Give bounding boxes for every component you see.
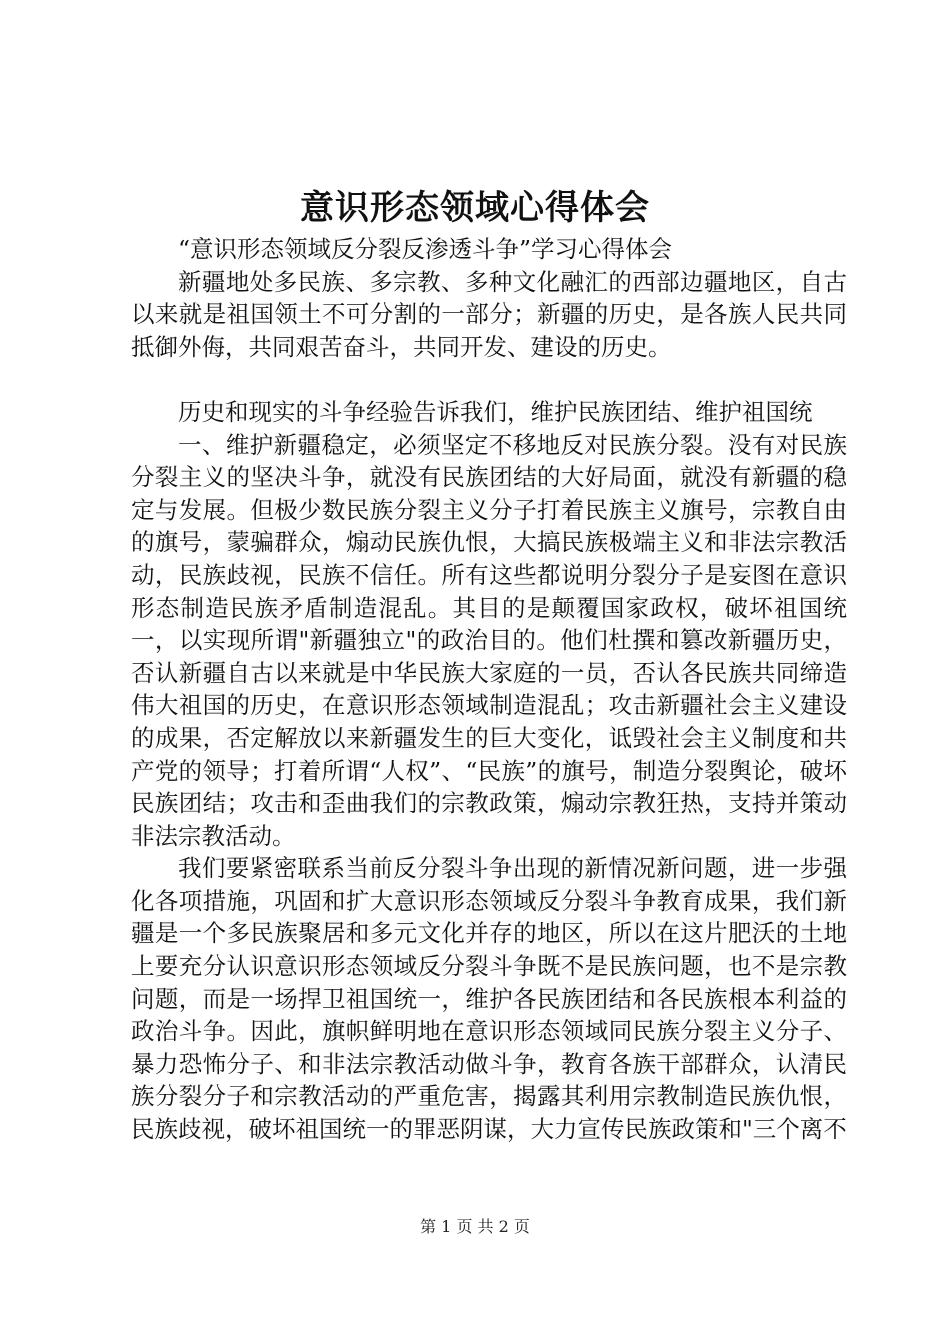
blank-line: [131, 363, 847, 396]
body-paragraph: 我们要紧密联系当前反分裂斗争出现的新情况新问题，进一步强化各项措施，巩固和扩大意识形态领域反分裂斗争教育成果，我们新疆是一个多民族聚居和多元文化并存的地区，所以在这片肥沃的土地上要充分认识意识形态领域反分裂斗争既不是民族问题，也不是宗教问题，而是一场捍卫祖国统一，维护各民族团结和各民族根本利益的政治斗争。因此，旗帜鲜明地在意识形态领域同民族分裂主义分子、暴力恐怖分子、和非法宗教活动做斗争，教育各族干部群众，认清民族分裂分子和宗教活动的严重危害，揭露其利用宗教制造民族仇恨，民族歧视，破坏祖国统一的罪恶阴谋，大力宣传民族政策和"三个离不: [131, 854, 847, 1144]
document-body: [131, 233, 847, 1146]
page-number-footer: 第 1 页 共 2 页: [420, 1217, 530, 1236]
body-paragraph: 新疆地处多民族、多宗教、多种文化融汇的西部边疆地区，自古以来就是祖国领土不可分割的一部分；新疆的历史，是各族人民共同抵御外侮，共同艰苦奋斗，共同开发、建设的历史。: [131, 267, 847, 361]
body-paragraph: 一、维护新疆稳定，必须坚定不移地反对民族分裂。没有对民族分裂主义的坚决斗争，就没有民族团结的大好局面，就没有新疆的稳定与发展。但极少数民族分裂主义分子打着民族主义旗号，宗教自由的旗号，蒙骗群众，煽动民族仇恨，大搞民族极端主义和非法宗教活动，民族歧视，民族不信任。所有这些都说明分裂分子是妄图在意识形态制造民族矛盾制造混乱。其目的是颠覆国家政权，破坏祖国统一，以实现所谓"新疆独立"的政治目的。他们杜撰和篡改新疆历史，否认新疆自古以来就是中华民族大家庭的一员，否认各民族共同缔造伟大祖国的历史，在意识形态领域制造混乱；攻击新疆社会主义建设的成果，否定解放以来新疆发生的巨大变化，诋毁社会主义制度和共产党的领导；打着所谓“人权”、“民族”的旗号，制造分裂舆论，破坏民族团结；攻击和歪曲我们的宗教政策，煽动宗教狂热，支持并策动非法宗教活动。: [131, 430, 847, 850]
document-title: 意识形态领域心得体会: [300, 188, 650, 228]
body-paragraph: 历史和现实的斗争经验告诉我们，维护民族团结、维护祖国统: [178, 397, 813, 426]
subtitle-paragraph: “意识形态领域反分裂反渗透斗争”学习心得体会: [178, 235, 673, 263]
